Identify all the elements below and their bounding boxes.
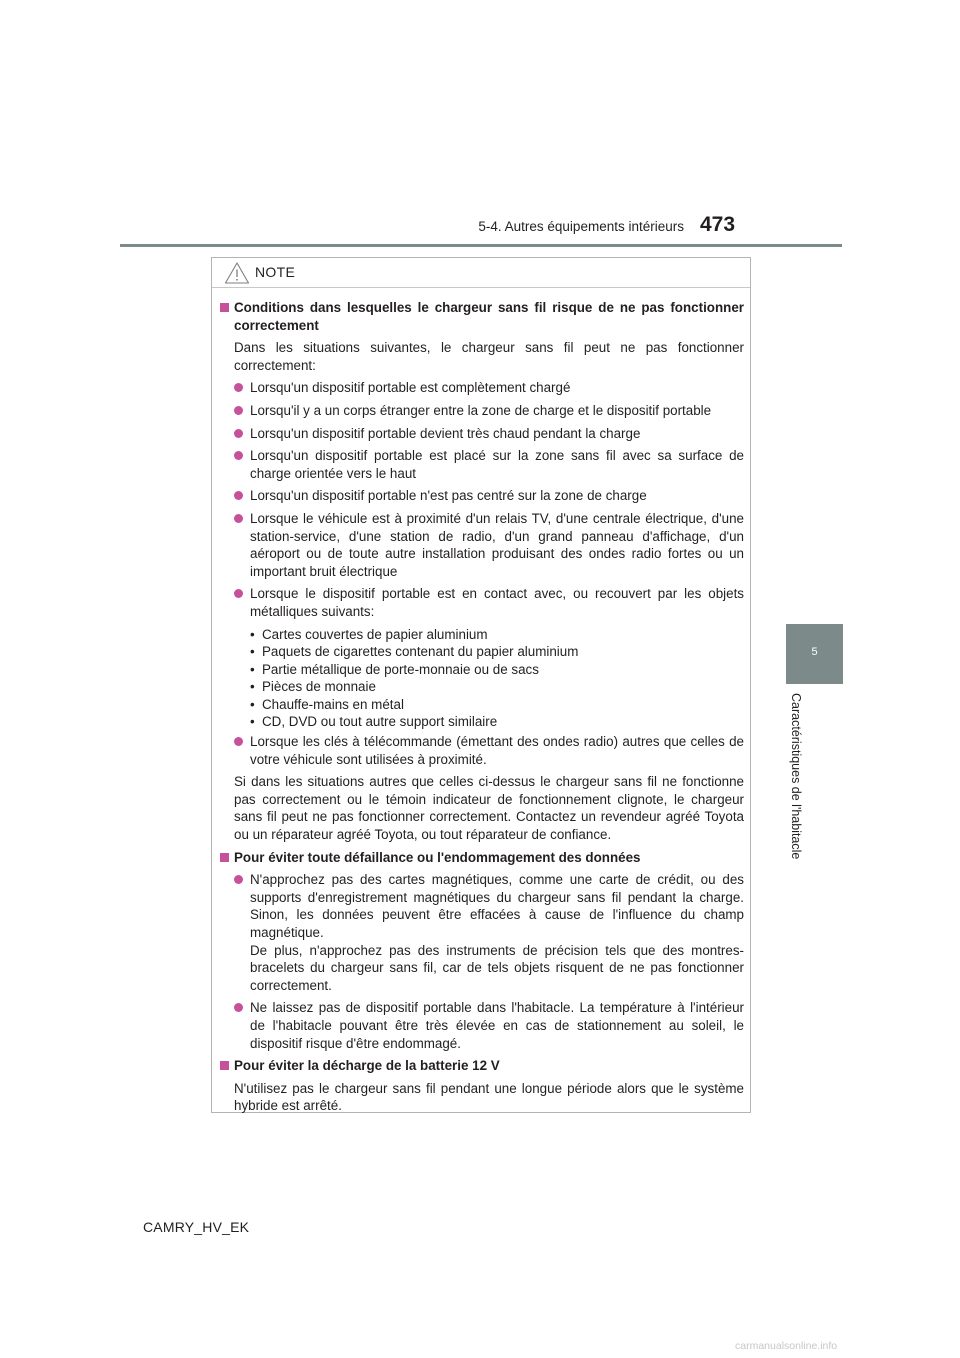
note-box — [211, 257, 751, 1113]
circle-bullet-icon — [234, 491, 243, 500]
list-item-text: Lorsqu'un dispositif portable est complètement chargé — [250, 380, 571, 396]
sub-list-item-text: Cartes couvertes de papier aluminium — [262, 626, 488, 642]
sub-list-item: • CD, DVD ou tout autre support similaire — [250, 714, 498, 730]
sub-list-item: • Paquets de cigarettes contenant du papier aluminium — [250, 644, 579, 660]
section-heading — [218, 1057, 744, 1075]
circle-bullet-icon — [234, 429, 243, 438]
sub-list-item: • Pièces de monnaie — [250, 679, 376, 695]
circle-bullet-icon — [234, 737, 243, 746]
sub-list-item-text: Pièces de monnaie — [262, 679, 376, 695]
section-closing: Si dans les situations autres que celles ci-dessus le chargeur sans fil ne fonctionne pas correctement ou le témoin indicateur de fonctionnement clignote, le chargeur sans fil peut ne pas fonctionner correctement. Contactez un revendeur agréé Toyota ou un réparateur agréé Toyota, ou tout réparateur de confiance. — [234, 774, 744, 843]
section-heading — [218, 299, 744, 334]
list-item — [218, 379, 744, 397]
list-item-text: Lorsque le dispositif portable est en contact avec, ou recouvert par les objets métalliques suivants: — [250, 586, 744, 619]
square-bullet-icon — [220, 853, 229, 862]
list-item — [218, 425, 744, 443]
list-item — [218, 510, 744, 580]
section-intro: Dans les situations suivantes, le chargeur sans fil peut ne pas fonctionner correctement: — [234, 340, 744, 373]
section-heading-text: Conditions dans lesquelles le chargeur sans fil risque de ne pas fonctionner correctement — [234, 300, 744, 333]
sub-list-item: • Cartes couvertes de papier aluminium — [250, 626, 488, 642]
note-header — [212, 258, 750, 288]
section-heading-text: Pour éviter toute défaillance ou l'endommagement des données — [234, 849, 641, 865]
list-item-text: Lorsqu'un dispositif portable est placé sur la zone sans fil avec sa surface de charge orientée vers le haut — [250, 448, 744, 481]
sub-list-item: • Chauffe-mains en métal — [250, 696, 404, 712]
circle-bullet-icon — [234, 383, 243, 392]
note-body — [218, 299, 744, 1120]
list-item — [218, 733, 744, 768]
footer-model-code: CAMRY_HV_EK — [143, 1219, 250, 1235]
section-heading-text: Pour éviter la décharge de la batterie 12 V — [234, 1058, 500, 1074]
circle-bullet-icon — [234, 451, 243, 460]
warning-triangle-icon — [224, 261, 250, 285]
list-item — [218, 447, 744, 482]
sub-list-item-text: Partie métallique de porte-monnaie ou de sacs — [262, 661, 539, 677]
list-item-continued — [218, 942, 744, 995]
circle-bullet-icon — [234, 406, 243, 415]
list-item-text: Lorsqu'un dispositif portable devient très chaud pendant la charge — [250, 425, 641, 441]
page-number: 473 — [700, 213, 736, 236]
list-item — [218, 585, 744, 620]
list-item — [218, 402, 744, 420]
chapter-title-text: Caractéristiques de l'habitacle — [789, 693, 803, 860]
list-item — [218, 487, 744, 505]
circle-bullet-icon — [234, 514, 243, 523]
list-item — [218, 871, 744, 941]
header-rule — [120, 244, 842, 247]
list-item — [218, 999, 744, 1052]
sub-list-item-text: Chauffe-mains en métal — [262, 696, 404, 712]
list-item-text: Lorsque les clés à télécommande (émettant des ondes radio) autres que celles de votre véhicule sont utilisées à proximité. — [250, 734, 744, 767]
sub-list — [218, 626, 744, 732]
section-heading — [218, 849, 744, 867]
section-intro: N'utilisez pas le chargeur sans fil pendant une longue période alors que le système hybride est arrêté. — [234, 1080, 744, 1114]
circle-bullet-icon — [234, 589, 243, 598]
list-item-text: De plus, n'approchez pas des instruments de précision tels que des montres-bracelets du chargeur sans fil, car de tels objets risquent de ne pas fonctionner correctement. — [250, 942, 744, 993]
chapter-title — [786, 693, 806, 868]
sub-list-item-text: Paquets de cigarettes contenant du papier aluminium — [262, 644, 579, 660]
watermark: carmanualsonline.info — [735, 1340, 838, 1352]
list-item-text: N'approchez pas des cartes magnétiques, comme une carte de crédit, ou des supports d'enregistrement magnétiques du chargeur sans fil pendant la charge. Sinon, les données peuvent être effacées à cause de l'influence du champ magnétique. — [250, 872, 744, 940]
list-item-text: Ne laissez pas de dispositif portable dans l'habitacle. La température à l'intérieur de l'habitacle pouvant être très élevée en cas de stationnement au soleil, le dispositif risque d'être endommagé. — [250, 1000, 744, 1051]
circle-bullet-icon — [234, 875, 243, 884]
list-item-text: Lorsque le véhicule est à proximité d'un relais TV, d'une centrale électrique, d'une station-service, d'une station de radio, d'un grand panneau d'affichage, d'un aéroport ou de toute autre installation produisant des ondes radio fortes ou un important bruit électrique — [250, 510, 744, 579]
chapter-tab — [786, 624, 843, 684]
list-item-text: Lorsqu'un dispositif portable n'est pas centré sur la zone de charge — [250, 488, 647, 504]
header-section-title: 5-4. Autres équipements intérieurs — [478, 219, 684, 234]
sub-list-item: • Partie métallique de porte-monnaie ou de sacs — [250, 661, 539, 677]
circle-bullet-icon — [234, 1003, 243, 1012]
square-bullet-icon — [220, 1061, 229, 1070]
note-label: NOTE — [255, 264, 296, 280]
chapter-number: 5 — [811, 646, 818, 658]
square-bullet-icon — [220, 303, 229, 312]
list-item-text: Lorsqu'il y a un corps étranger entre la zone de charge et le dispositif portable — [250, 402, 712, 418]
sub-list-item-text: CD, DVD ou tout autre support similaire — [262, 714, 498, 730]
